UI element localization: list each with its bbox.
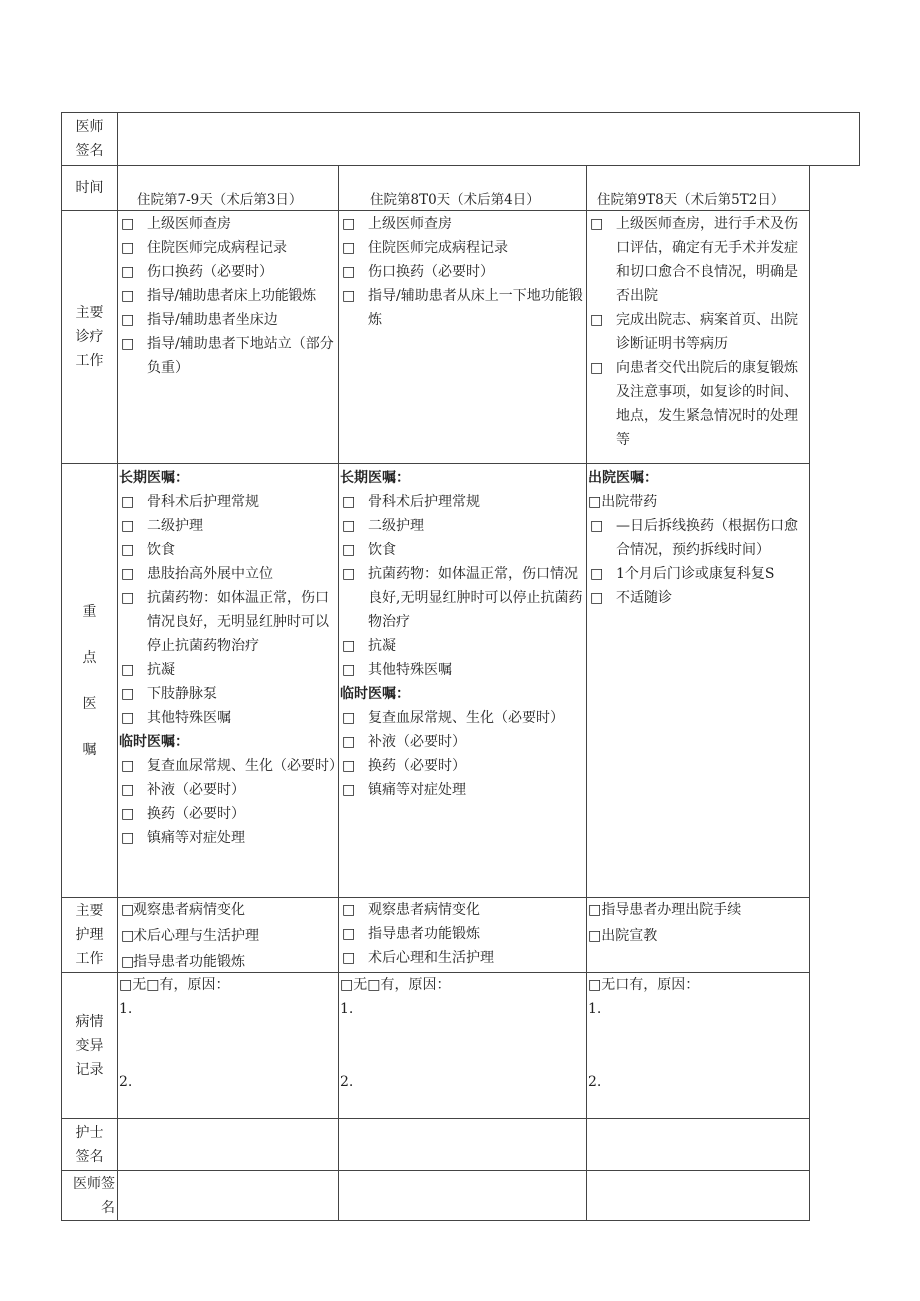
col3-nursing [588, 898, 808, 948]
item-text: 患肢抬高外展中立位 [147, 566, 273, 582]
item-text: 指导/辅助患者从床上一下地功能锻炼 [368, 288, 583, 328]
item-text: 镇痛等对症处理 [368, 782, 466, 798]
checkbox-icon[interactable]: □ [121, 806, 135, 822]
item-text: 术后心理和生活护理 [368, 950, 494, 966]
checkbox-icon[interactable]: □ [121, 782, 135, 798]
checkbox-icon[interactable]: □ [121, 566, 135, 582]
col2-nurse-signature[interactable] [339, 1119, 586, 1170]
checkbox-icon[interactable]: □ [121, 758, 135, 774]
checkbox-icon[interactable]: □ [590, 216, 604, 232]
row-label-nursing: 主要 护理 工作 [75, 903, 104, 967]
item-text: 指导患者功能锻炼 [133, 954, 245, 970]
checkbox-icon[interactable]: □ [342, 662, 356, 678]
checkbox-icon[interactable]: □ [121, 312, 135, 328]
checkbox-icon[interactable]: □ [342, 542, 356, 558]
discharge-orders-title: 出院医嘱： [588, 470, 658, 486]
checkbox-item[interactable] [340, 658, 584, 682]
checkbox-icon[interactable]: □ [342, 518, 356, 534]
item-text: 术后心理与生活护理 [133, 928, 259, 944]
variation-reason-2[interactable]: 2. [340, 1074, 354, 1090]
checkbox-item[interactable] [119, 778, 337, 802]
variation-reason-2[interactable]: 2. [119, 1074, 133, 1090]
col1-header: 住院第7-9天（术后第3日） [137, 192, 303, 208]
col3-doctor-signature[interactable] [587, 1171, 809, 1220]
item-text: 伤口换药（必要时） [147, 264, 273, 280]
item-text: 上级医师查房 [147, 216, 231, 232]
row-label-orders [62, 464, 117, 897]
checkbox-item[interactable] [119, 212, 337, 236]
checkbox-icon[interactable]: □ [342, 782, 356, 798]
checkbox-icon[interactable]: □ [342, 638, 356, 654]
checkbox-icon[interactable]: □ [342, 758, 356, 774]
item-text: 二级护理 [368, 518, 424, 534]
item-text: 上级医师查房 [368, 216, 452, 232]
checkbox-item[interactable] [340, 284, 584, 332]
checkbox-icon[interactable]: □ [121, 954, 135, 970]
col3-header: 住院第9T8天（术后第5T2日） [597, 192, 785, 208]
col2-header: 住院第8T0天（术后第4日） [370, 192, 540, 208]
item-text: 补液（必要时） [147, 782, 245, 798]
checkbox-item[interactable] [588, 586, 808, 610]
checkbox-icon[interactable]: □ [342, 950, 356, 966]
item-text: —日后拆线换药（根据伤口愈合情况，预约拆线时间） [616, 518, 798, 558]
item-text: 抗菌药物：如体温正常，伤口情况良好，无明显红肿时可以停止抗菌药物治疗 [147, 590, 329, 654]
checkbox-item[interactable] [340, 922, 584, 946]
row-label-orders-char: 嘱 [82, 741, 97, 758]
checkbox-icon[interactable]: □ [342, 710, 356, 726]
item-text: 复查血尿常规、生化（必要时） [368, 710, 564, 726]
checkbox-item[interactable] [340, 562, 584, 634]
discharge-item[interactable]: □出院带药 [588, 494, 658, 510]
checkbox-icon[interactable]: □ [342, 926, 356, 942]
checkbox-icon[interactable]: □ [121, 264, 135, 280]
checkbox-icon[interactable]: □ [121, 928, 135, 944]
item-text: 住院医师完成病程记录 [368, 240, 508, 256]
item-text: 饮食 [147, 542, 175, 558]
item-text: 抗菌药物：如体温正常，伤口情况良好,无明显红肿时可以停止抗菌药物治疗 [368, 566, 583, 630]
item-text: 骨科术后护理常规 [368, 494, 480, 510]
checkbox-item[interactable] [119, 658, 337, 682]
checkbox-item[interactable] [119, 332, 337, 380]
checkbox-icon[interactable]: □ [342, 734, 356, 750]
col1-diagnosis-list [119, 212, 337, 380]
row-label-orders-char: 医 [82, 695, 97, 712]
checkbox-icon[interactable]: □ [121, 542, 135, 558]
checkbox-item[interactable] [340, 898, 584, 922]
col2-nursing [340, 898, 584, 970]
checkbox-icon[interactable]: □ [342, 566, 356, 582]
row-label-nurse-sign: 护士 签名 [75, 1124, 104, 1165]
variation-reason-1[interactable]: 1. [340, 1001, 354, 1017]
checkbox-icon[interactable]: □ [121, 710, 135, 726]
checkbox-item[interactable] [340, 730, 584, 754]
variation-choice[interactable]: □无口有，原因： [588, 977, 700, 993]
checkbox-item[interactable] [340, 236, 584, 260]
variation-reason-1[interactable]: 1. [119, 1001, 133, 1017]
checkbox-item[interactable] [340, 634, 584, 658]
checkbox-item[interactable] [588, 514, 808, 562]
item-text: 伤口换药（必要时） [368, 264, 494, 280]
item-text: 饮食 [368, 542, 396, 558]
item-text: 观察患者病情变化 [133, 902, 245, 918]
checkbox-item[interactable] [588, 212, 808, 308]
col3-variation [588, 973, 808, 1118]
checkbox-icon[interactable]: □ [342, 902, 356, 918]
item-text: 住院医师完成病程记录 [147, 240, 287, 256]
checkbox-item[interactable] [119, 802, 337, 826]
checkbox-icon[interactable]: □ [121, 662, 135, 678]
checkbox-item[interactable] [340, 706, 584, 730]
checkbox-item[interactable] [119, 538, 337, 562]
col1-orders [119, 466, 343, 850]
checkbox-icon[interactable]: □ [121, 494, 135, 510]
checkbox-item[interactable] [119, 562, 337, 586]
row-label-orders-char: 重 [82, 603, 97, 620]
checkbox-item[interactable] [340, 754, 584, 778]
checkbox-icon[interactable]: □ [342, 288, 356, 304]
temporary-orders-title: 临时医嘱： [340, 686, 410, 702]
item-text: 指导/辅助患者下地站立（部分负重） [147, 336, 334, 376]
checkbox-item[interactable] [119, 490, 337, 514]
checkbox-icon[interactable]: □ [121, 288, 134, 304]
item-text: 向患者交代出院后的康复锻炼及注意事项，如复诊的时间、地点，发生紧急情况时的处理等 [616, 360, 798, 448]
col1-variation [119, 973, 337, 1118]
checkbox-item[interactable] [119, 754, 343, 778]
checkbox-item[interactable] [119, 308, 337, 332]
variation-reason-2[interactable]: 2. [588, 1074, 602, 1090]
checkbox-item[interactable] [119, 826, 337, 850]
col1-doctor-signature[interactable] [118, 1171, 338, 1220]
item-text: 1个月后门诊或康复科复S [616, 566, 775, 582]
item-text: 不适随诊 [616, 590, 672, 606]
checkbox-item[interactable] [119, 706, 337, 730]
checkbox-item[interactable] [119, 514, 337, 538]
checkbox-icon[interactable]: □ [121, 518, 135, 534]
col1-nurse-signature[interactable] [118, 1119, 338, 1170]
item-text: 镇痛等对症处理 [147, 830, 245, 846]
top-doctor-signature[interactable] [118, 113, 859, 165]
checkbox-icon[interactable]: □ [590, 590, 604, 606]
checkbox-item[interactable] [588, 308, 808, 356]
item-text: 骨科术后护理常规 [147, 494, 259, 510]
item-text: 指导患者功能锻炼 [368, 926, 480, 942]
item-text: 其他特殊医嘱 [368, 662, 452, 678]
checkbox-item[interactable] [119, 284, 337, 308]
checkbox-item[interactable] [119, 236, 337, 260]
col3-orders [588, 466, 808, 610]
temporary-orders-title: 临时医嘱： [119, 734, 189, 750]
checkbox-item[interactable] [340, 212, 584, 236]
item-text: 抗凝 [368, 638, 396, 654]
checkbox-icon[interactable]: □ [121, 336, 135, 352]
item-text: 观察患者病情变化 [368, 902, 480, 918]
row-label-doctor-sign: 医师签 名 [73, 1176, 115, 1216]
item-text: 补液（必要时） [368, 734, 466, 750]
row-label-variation: 病情 变异 记录 [75, 1013, 104, 1078]
col2-diagnosis-list [340, 212, 584, 332]
col2-variation [340, 973, 584, 1118]
col3-diagnosis-list [588, 212, 808, 452]
checkbox-icon[interactable]: □ [342, 216, 356, 232]
row-label-diagnosis: 主要 诊疗 工作 [75, 305, 104, 369]
checkbox-item[interactable] [340, 946, 584, 970]
checkbox-item[interactable] [340, 490, 584, 514]
item-text: 二级护理 [147, 518, 203, 534]
checkbox-item[interactable] [340, 514, 584, 538]
long-term-orders-title: 长期医嘱： [340, 470, 410, 486]
col3-nurse-signature[interactable] [587, 1119, 809, 1170]
variation-choice[interactable]: □无□有，原因： [119, 977, 230, 993]
checkbox-icon[interactable]: □ [121, 902, 135, 918]
checkbox-item[interactable] [119, 924, 337, 948]
variation-reason-1[interactable]: 1. [588, 1001, 602, 1017]
checkbox-icon[interactable]: □ [342, 264, 356, 280]
row-label-time: 时间 [75, 180, 104, 196]
top-doctor-sign-label: 医师 签名 [75, 119, 104, 159]
checkbox-icon[interactable]: □ [121, 216, 135, 232]
checkbox-item[interactable] [119, 898, 337, 922]
checkbox-icon[interactable]: □ [342, 240, 356, 256]
checkbox-icon[interactable]: □ [590, 360, 604, 376]
row-label-orders-char: 点 [82, 649, 97, 666]
checkbox-item[interactable] [119, 950, 337, 974]
checkbox-icon[interactable]: □ [342, 494, 356, 510]
checkbox-item[interactable] [119, 682, 337, 706]
item-text: 换药（必要时） [147, 806, 245, 822]
checkbox-item[interactable] [588, 356, 808, 452]
checkbox-item[interactable] [340, 260, 584, 284]
checkbox-icon[interactable]: □ [121, 240, 135, 256]
variation-choice[interactable]: □无□有，原因： [340, 977, 451, 993]
col2-doctor-signature[interactable] [339, 1171, 586, 1220]
checkbox-icon[interactable]: □ [590, 518, 604, 534]
col2-orders [340, 466, 584, 802]
item-text: 指导/辅助患者坐床边 [147, 312, 278, 328]
item-text: 指导/辅助患者床上功能锻炼 [147, 288, 316, 304]
item-text: 复查血尿常规、生化（必要时） [147, 758, 343, 774]
item-text: 上级医师查房，进行手术及伤口评估，确定有无手术并发症和切口愈合不良情况，明确是否出院 [616, 216, 798, 304]
checkbox-item[interactable] [588, 562, 808, 586]
item-text: 其他特殊医嘱 [147, 710, 231, 726]
checkbox-item[interactable] [119, 260, 337, 284]
checkbox-item[interactable] [119, 586, 337, 658]
checkbox-icon[interactable]: □ [121, 686, 135, 702]
nursing-item[interactable]: □指导患者办理出院手续 [588, 902, 742, 918]
checkbox-icon[interactable]: □ [121, 830, 135, 846]
nursing-item[interactable]: □出院宣教 [588, 928, 658, 944]
checkbox-icon[interactable]: □ [590, 312, 604, 328]
checkbox-icon[interactable]: □ [121, 590, 135, 606]
checkbox-icon[interactable]: □ [590, 566, 604, 582]
col1-nursing [119, 898, 337, 974]
checkbox-item[interactable] [340, 538, 584, 562]
item-text: 换药（必要时） [368, 758, 466, 774]
long-term-orders-title: 长期医嘱： [119, 470, 189, 486]
item-text: 抗凝 [147, 662, 175, 678]
item-text: 完成出院志、病案首页、出院诊断证明书等病历 [616, 312, 798, 352]
item-text: 下肢静脉泵 [147, 686, 217, 702]
checkbox-item[interactable] [340, 778, 584, 802]
